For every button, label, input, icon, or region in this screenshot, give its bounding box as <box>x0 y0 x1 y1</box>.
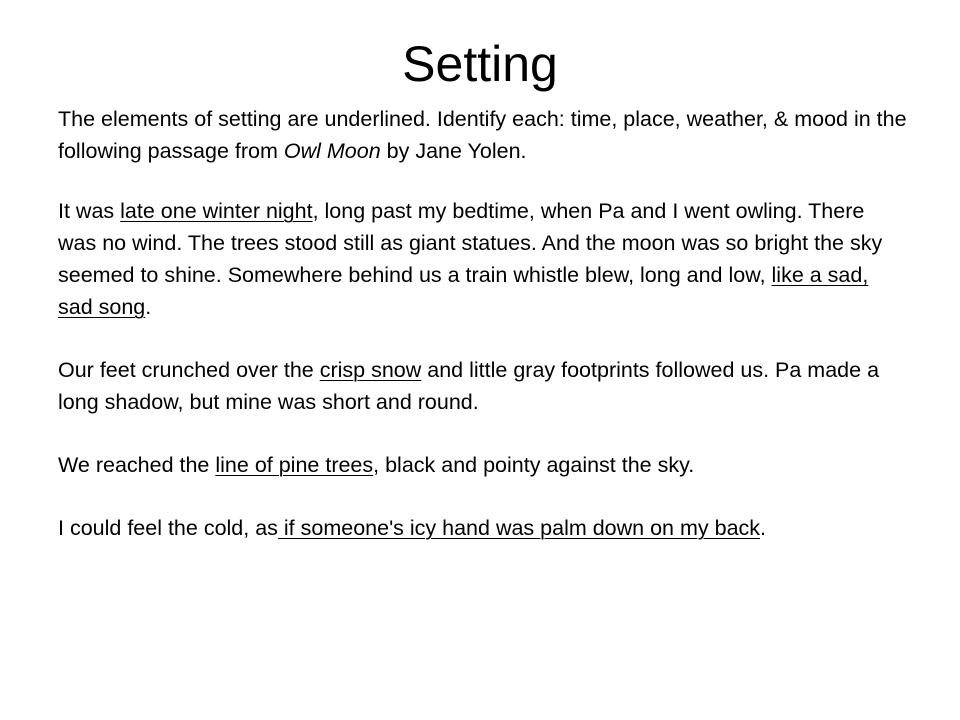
setting-element-mood: like a sad, sad song <box>58 263 869 319</box>
passage-4-text-1: I could feel the cold, as <box>58 516 278 540</box>
passage-paragraph-1 <box>58 195 908 323</box>
passage-1-text-2: , long past my bedtime, when Pa and I went owling. There was no wind. The trees stood still as giant statues. And the moon was so bright the sky seemed to shine. Somewhere behind us a train whistle blew, long and low, <box>58 199 883 287</box>
setting-element-place: line of pine trees <box>215 453 374 477</box>
passage-1-text-1: It was <box>58 199 121 223</box>
passage-4-text-2: . <box>760 516 767 540</box>
passage-2-text-2: and little gray footprints followed us. Pa made a long shadow, but mine was short and round. <box>58 358 880 414</box>
passage-1-text-3: . <box>145 295 152 319</box>
passage-2-text-1: Our feet crunched over the <box>58 358 320 382</box>
passage-paragraph-4 <box>58 512 908 544</box>
passage-3-text-2: , black and pointy against the sky. <box>373 453 695 477</box>
passage-paragraph-3 <box>58 449 908 481</box>
setting-element-cold: if someone's icy hand was palm down on my back <box>277 516 761 540</box>
intro-paragraph <box>58 103 908 167</box>
slide-title: Setting <box>402 36 558 92</box>
slide-body <box>58 103 908 575</box>
setting-element-weather: crisp snow <box>319 358 422 382</box>
passage-3-text-1: We reached the <box>58 453 216 477</box>
passage-paragraph-2 <box>58 354 908 418</box>
book-title: Owl Moon <box>283 139 381 163</box>
intro-text-1: The elements of setting are underlined. Identify each: time, place, weather, & mood in the following passage from <box>58 107 907 163</box>
setting-element-time: late one winter night <box>120 199 313 223</box>
intro-text-2: by Jane Yolen. <box>380 139 527 163</box>
